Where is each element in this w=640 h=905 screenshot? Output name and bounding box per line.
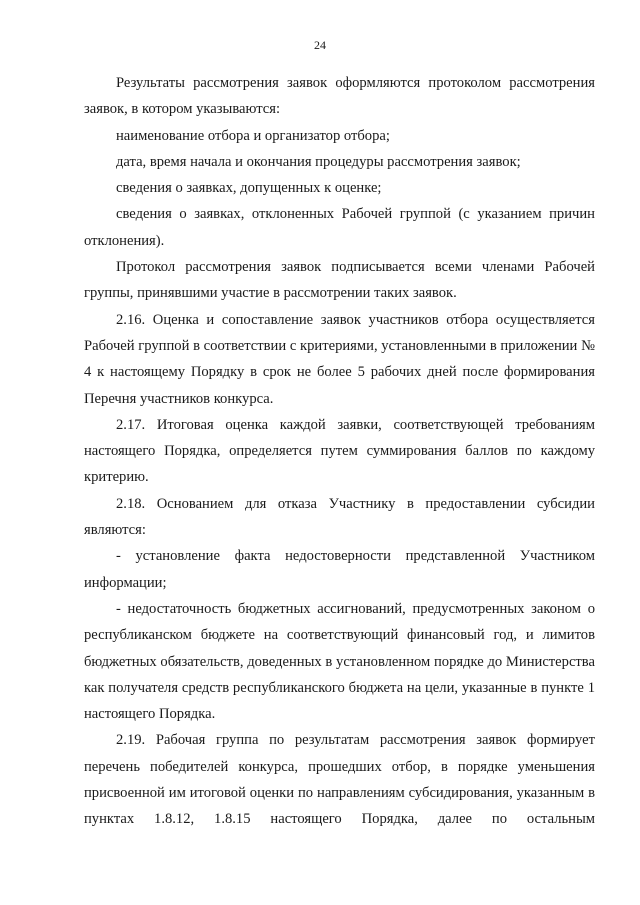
page-number: 24 xyxy=(314,38,326,52)
paragraph-protocol-signing: Протокол рассмотрения заявок подписывается всеми членами Рабочей группы, принявшими участие в рассмотрении таких заявок. xyxy=(84,259,595,302)
clause-2-19: 2.19. Рабочая группа по результатам рассмотрения заявок формирует перечень победителей конкурса, прошедших отбор, в порядке уменьшения присвоенной им итоговой оценки по направлениям субсидирования, указанным в пунктах 1.8.12, 1.8.15 настоящего Порядка, далее по остальным xyxy=(84,732,595,828)
clause-2-18: 2.18. Основанием для отказа Участнику в предоставлении субсидии являются: xyxy=(84,495,595,539)
list-item-date-time: дата, время начала и окончания процедуры рассмотрения заявок; xyxy=(116,153,521,170)
list-item-admitted-bids: сведения о заявках, допущенных к оценке; xyxy=(116,180,382,197)
list-item-insufficient-budget: - недостаточность бюджетных ассигнований, предусмотренных законом о республиканском бюджете на соответствующий финансовый год, и лимитов бюджетных обязательств, доведенных в установленном порядке до Министерства как получателя средств республиканского бюджета на цели, указанные в пункте 1 настоящего Порядка. xyxy=(84,600,595,723)
list-item-false-information: - установление факта недостоверности представленной Участником информации; xyxy=(84,548,595,591)
paragraph-protocol-intro: Результаты рассмотрения заявок оформляются протоколом рассмотрения заявок, в котором указываются: xyxy=(84,75,595,118)
list-item-selection-name: наименование отбора и организатор отбора; xyxy=(116,127,390,144)
document-body xyxy=(84,70,595,833)
list-item-rejected-bids: сведения о заявках, отклоненных Рабочей группой (с указанием причин отклонения). xyxy=(84,206,595,249)
clause-2-17: 2.17. Итоговая оценка каждой заявки, соответствующей требованиям настоящего Порядка, определяется путем суммирования баллов по каждому критерию. xyxy=(84,416,595,486)
clause-2-16: 2.16. Оценка и сопоставление заявок участников отбора осуществляется Рабочей группой в соответствии с критериями, установленными в приложении № 4 к настоящему Порядку в срок не более 5 рабочих дней после формирования Перечня участников конкурса. xyxy=(84,311,595,407)
